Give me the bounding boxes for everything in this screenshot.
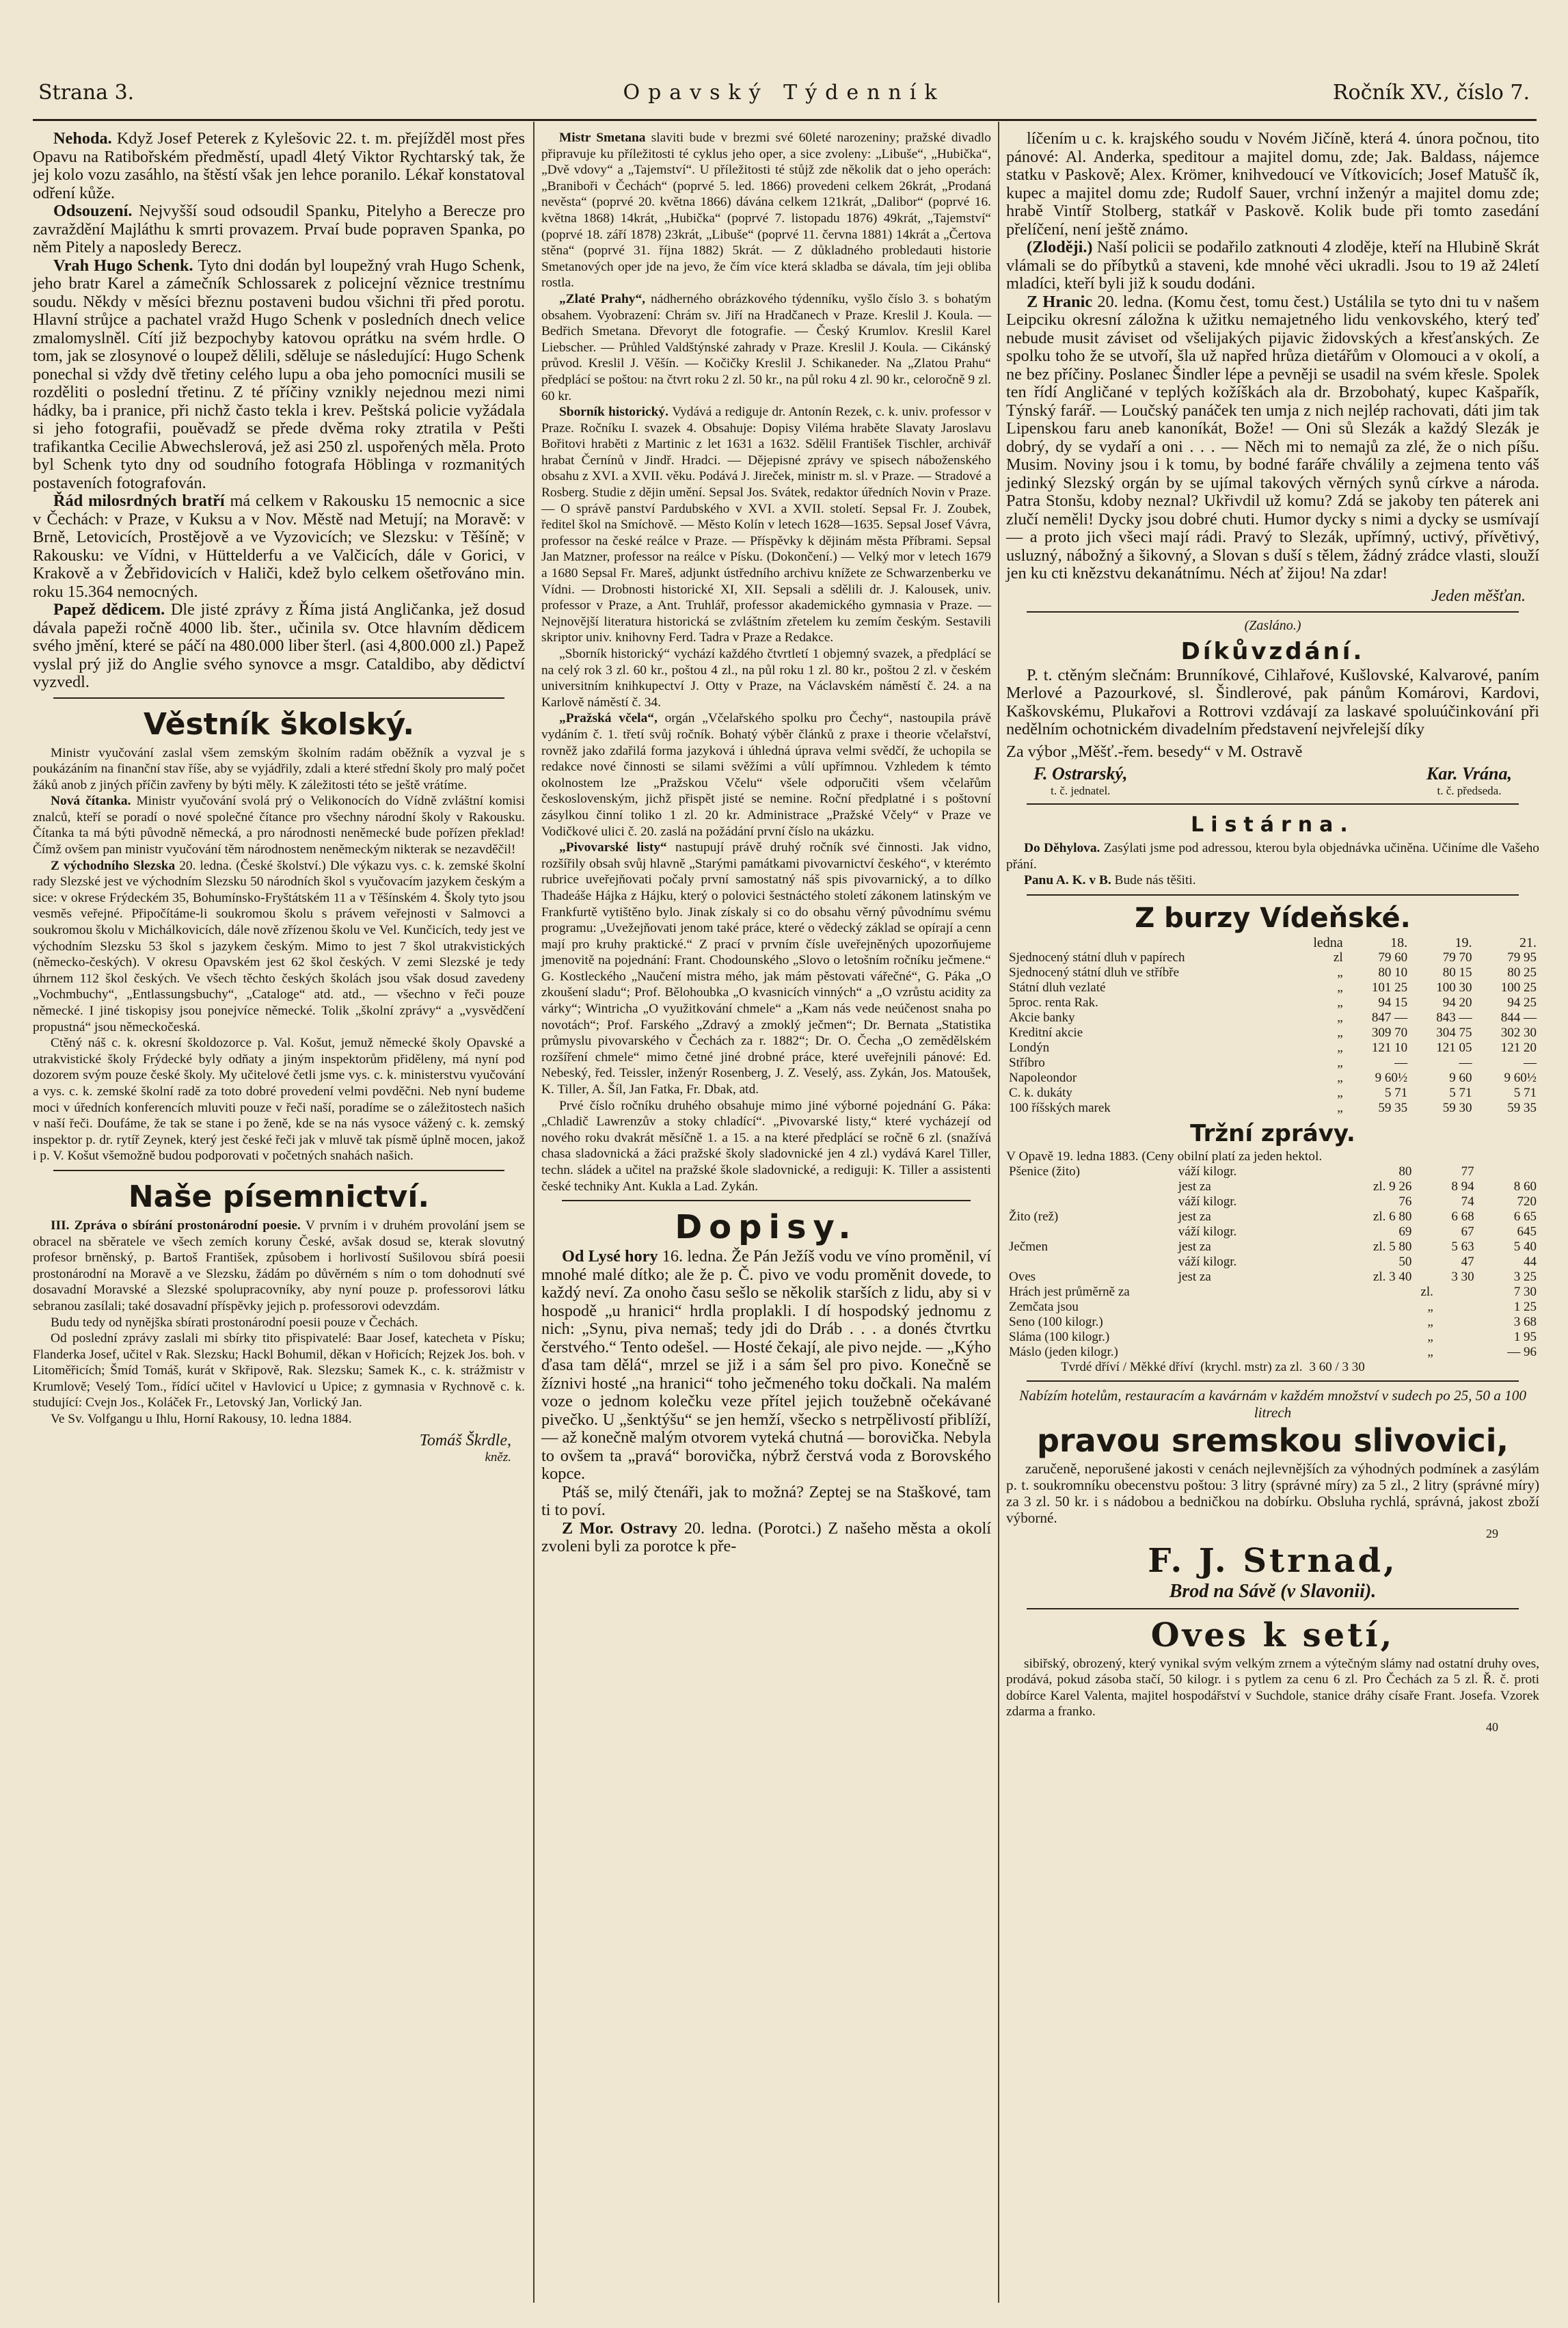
- table-cell: Pšenice (žito): [1009, 1164, 1080, 1179]
- drivi-label: Tvrdé dříví / Měkké dříví: [1061, 1360, 1194, 1375]
- table-row: [1006, 1101, 1539, 1116]
- article-lead: Vrah Hugo Schenk.: [53, 256, 198, 275]
- table-cell: 100 říšských marek: [1009, 1100, 1111, 1115]
- article-paragraph: [541, 1098, 991, 1195]
- article-lead: Sborník historický.: [559, 405, 673, 420]
- article-lead: Odsouzení.: [53, 202, 139, 220]
- article-text: slaviti bude v brezmi své 60leté narozeniny; pražské divadlo připravuje ku příležitosti té cyklus jeho oper, a sice zvoleny: „Libuše“, „Hubička“, „Dvě vdovy“ a „Tajemství“. U příležitosti té stůjž zde několik dat o jeho operách: „Braniboři v Čechách“ (poprvé 5. led. 1866) provedeni celkem 26krát, „Prodaná nevěsta“ (poprvé 20. května 1866) dávána celkem 121krát, „Dalibor“ (poprvé 16. května 1868) 14krát, „Hubička“ (poprvé 7. listopadu 1876) 49krát, „Tajemství“ (poprvé 18. září 1878) 23krát, „Libuše“ (poprvé 11. června 1881) 14krát a „Čertova stěna“ (poprvé 31. října 1882) 5krát. — Z důkladného probledauti historie Smetanových oper jde na jevo, že čím více která skladba se dávala, tím jeji obliba rostla.: [541, 131, 991, 291]
- table-cell: zl. 5 80: [1373, 1240, 1412, 1255]
- section-divider: [562, 1200, 971, 1201]
- table-row: [1006, 1086, 1539, 1101]
- article-paragraph: [33, 601, 525, 692]
- table-cell: 59 35: [1378, 1100, 1408, 1115]
- column-divider-1: [533, 122, 535, 2303]
- article-lead: Z Mor. Ostravy: [562, 1518, 684, 1538]
- table-cell: 843 —: [1436, 1010, 1472, 1025]
- table-cell: 100 25: [1500, 980, 1537, 995]
- article-paragraph: [541, 840, 991, 1098]
- table-cell: 1 95: [1513, 1330, 1537, 1345]
- article-lead: Do Děhylova.: [1024, 841, 1104, 855]
- article-paragraph: [33, 1411, 525, 1428]
- table-cell: „: [1337, 995, 1343, 1010]
- table-cell: „: [1427, 1345, 1433, 1360]
- page-header: [19, 81, 1549, 119]
- table-cell: 309 70: [1371, 1025, 1408, 1040]
- article-text: Nejvyšší soud odsoudil Spanku, Pitelyho a Berecze pro zavraždění Majláthu k smrti provazem. Prvaí bude popraven Spanka, po něm Pitely a naposledy Berecz.: [33, 202, 525, 256]
- table-cell: 74: [1461, 1194, 1474, 1209]
- table-cell: 304 75: [1436, 1025, 1472, 1040]
- table-row: [1006, 1315, 1539, 1330]
- table-cell: „: [1337, 1085, 1343, 1100]
- table-cell: 80 10: [1378, 965, 1408, 980]
- article-paragraph: [33, 130, 525, 202]
- table-cell: Státní dluh vezlaté: [1009, 980, 1106, 995]
- ad-number: 40: [1486, 1720, 1498, 1734]
- article-lead: „Pivovarské listy“: [559, 840, 676, 855]
- article-lead: Nová čítanka.: [51, 794, 137, 809]
- section-divider: [53, 1170, 504, 1171]
- table-cell: „: [1337, 980, 1343, 995]
- table-cell: 8 94: [1451, 1179, 1474, 1194]
- table-cell: 19.: [1455, 935, 1472, 950]
- table-cell: 76: [1398, 1194, 1412, 1209]
- article-text: nastupují právě druhý ročník své činnosti. Jak vidno, rozšířily obsah svůj hlavně „Starými památkami pivovarnictví českého“, v kterémto rubrice uveřejňovati počaly první samostatný náš spis pivovarnický, a to dílko Thadeáše Hájka z Hájku, který o polovici šestnáctého století zákonem latinským ve Frankfurtě vytištěno bylo. Jinak získaly si co do obsahu věrný původnímu svému programu: „Uvežejňovati jenom také práce, které o vědecký základ se opírají a cenn mají pro kruhy praktické.“ Z prací v prvním čísle uveřejněných upozorňujeme jmenovitě na pojednání: Frant. Chodounského „Slovo o letošním ročníku ječmene.“ G. Kostleckého „Naučení mistra mého, jak mám pěstovati vářečné“, G. Páka „O zkoušení sladu“; Prof. Bělohoubka „O kvasnicích vinných“ a „O vzrůstu acidity za várky“; Wintricha „O využitkování chmele“ a „Kam nás vede neúčenost snaha po novotách“; Prof. Farského „Zdravý a zmoklý ječmen“; Dr. Bernata „Statistika průmyslu pivovarského v Čechách za r. 1882“; Dr. O. Čecha „O zemědělském rozšíření chmele“ mimo četné jiné drobné práce, které uveřejnili pánové: Ed. Nebeský, řed. Teissler, inženýr Rosenberg, J. Z. Veselý, ass. Zykán, Jos. Matoušek, K. Tiller, A. Šíl, Jan Fatka, Fr. Dbak, atd.: [541, 840, 991, 1097]
- article-paragraph: [1006, 239, 1539, 293]
- table-cell: ledna: [1313, 935, 1343, 950]
- news-items: [33, 130, 525, 692]
- table-row: [1006, 1225, 1539, 1240]
- article-lead: Papež dědicem.: [53, 600, 171, 619]
- table-cell: jest za: [1178, 1209, 1211, 1225]
- table-row: [1006, 1179, 1539, 1194]
- article-text: Naší policii se podařilo zatknouti 4 zloděje, kteří na Hlubině Skrát vlámali se do příbytků a staveni, kde mnohé věci ukradli. Jsou to 19 až 24letí mladíci, kteří byli již k soudu dodáni.: [1006, 238, 1539, 293]
- table-cell: 645: [1517, 1225, 1537, 1240]
- table-cell: Londýn: [1009, 1040, 1050, 1055]
- table-cell: 1 25: [1513, 1300, 1537, 1315]
- table-cell: 9 60½: [1375, 1070, 1408, 1085]
- ad-oves-text: sibiřský, obrozený, který vynikal svým velkým zrnem a výtečným slámy nad ostatní druhy oves, prodává, pokud zásoba stačí, 50 kilogr. i s pytlem za cenu 6 zl. Pro Čechách za 5 zl. Ř. č. proti dobírce Karel Valenta, majitel hospodářství v Suchdole, stanice dráhy císaře Frant. Josefa. Vzorek zdarma a franko.: [1006, 1656, 1539, 1720]
- page-number: Strana 3.: [38, 81, 135, 105]
- table-row: [1006, 1011, 1539, 1026]
- table-cell: 7 30: [1513, 1285, 1537, 1300]
- table-cell: 69: [1398, 1225, 1412, 1240]
- article-text: Zasýlati jsme pod adressou, kterou byla objednávka učiněna. Učiníme dle Vašeho přání.: [1006, 841, 1539, 872]
- article-text: 16. ledna. Že Pán Ježíš vodu ve víno proměnil, ví mnohé malé dítko; ale že p. Č. pivo ve vodu proměnit dovede, to každý neví. Za onoho času sešlo se několik starších z lidu, aby si v hospodě „u hranici“ hrdla proplakli. I dí hospodský jednomu z nich: „Synu, piva nemaš; tedy jdi do Dráb . . . a donés čtvrtku čerstvého.“ Tento odešel. — Hosté čekají, ale pivo nejde. — „Kýho ďasa tam dělá“, mrzel se již i a sám šel pro pivo. Konečně se žíznivi hosté „na hranici“ toho ječmeného toku dočkali. Na malém voze o jednom kolečku veze přítel jejich toužebně očekávané pivečko. U „šenktýšu“ se jen hemží, všecko s netrpělivostí přiblíží, — až konečně malým otvorem vyteká chutná — borovička. Nebyla to ovšem ta „pravá“ borovička, nýbrž čerstvá voda z Borovského kopce.: [541, 1247, 991, 1484]
- article-paragraph: [541, 710, 991, 840]
- article-paragraph: [33, 492, 525, 601]
- article-signature: Jeden měšťan.: [1431, 587, 1526, 605]
- table-cell: 59 30: [1442, 1100, 1472, 1115]
- article-text: V prvním i v druhém provolání jsem se obracel na sběratele ve všech zemích koruny České, avšak dosud se, kterak slovutný profesor brněnský, p. Bartoš František, způsobem i horlivostí Sušilovou sbírá poesii prostonárodní na Moravě a ve Slezsku, žádám po důvěrném s ním o tom dohodnutí své dosavadní Moravské a Slezské spolupracovníky, aby nyní pouze p. professorovi látku sebranou zasílali; také dosavadní příspěvky jejich p. professorovi odevzdám.: [33, 1218, 525, 1313]
- article-text: Dle jisté zprávy z Říma jistá Angličanka, jež dosud dávala papeži ročně 4000 lib. šter., učinila sv. Otce hlavním dědicem svého jmění, které se páčí na 480.000 liber šterl. (asi 4,800.000 zl.) Papež vyslal prý již do Anglie svého synovce a msgr. Cataldibo, aby dědictví vyzvedl.: [33, 600, 525, 691]
- table-cell: Zemčata jsou: [1009, 1300, 1079, 1315]
- table-cell: Oves: [1009, 1270, 1036, 1285]
- pisemnictvi-articles: [33, 1218, 525, 1428]
- table-cell: 844 —: [1500, 1010, 1537, 1025]
- table-cell: zl. 3 40: [1373, 1270, 1412, 1285]
- signatory-role: t. č. jednatel.: [1051, 784, 1111, 797]
- article-lead: (Zloději.): [1027, 238, 1097, 256]
- article-paragraph: [33, 1035, 525, 1164]
- table-cell: „: [1427, 1330, 1433, 1345]
- section-title-listarna: Listárna.: [1191, 813, 1355, 837]
- table-cell: Sláma (100 kilogr.): [1009, 1330, 1110, 1345]
- section-divider: [1027, 611, 1519, 613]
- table-cell: [1006, 1194, 1176, 1209]
- article-text: Tyto dni dodán byl loupežný vrah Hugo Schenk, jeho bratr Karel a zámečník Schlossarek z policejní věznice trestnímu soudu. Někdy v měsíci březnu postaveni budou všichni tři před porotu. Hlavní strůjce a pachatel vražd Hugo Schenk v posledních dnech velice zmalomyslněl. Cítí již bezpochyby katovou oprátku na svém hrdle. O tom, jak se zlosynové o loupež dělili, sděluje se následující: Hugo Schenk ponechal si vždy dvě třetiny celého lupu a oba jeho pomocníci musili se rozděliti o poslední třetinu. Z té příčiny vznikly nejednou mezi nimi hádky, ba i pranice, při nichž často tekla i krev. Peštská policie vyžádala si jeho fotografii, pouěvadž se přede dvěma roky ztratila v Pešti trafikantka Cecilie Abwechslerová, jež asi 250 zl. uspořených měla. Proto byl Schenk tyto dny od soudního fotografa Höblinga v rozmanitých postaveních fotografován.: [33, 256, 525, 492]
- table-cell: 94 15: [1378, 995, 1408, 1010]
- article-paragraph: [541, 291, 991, 404]
- article-text: 20. ledna. (Komu čest, tomu čest.) Ustálila se tyto dni tu v našem Leipciku okresní záložna k užitku nemajetného lidu venkovského, který teď nebude musit záviset od všelijakých pijavic židovských a křesťanských. Ze spolku toho že se utvoří, šla už napřed hrůza dietářům v Olomouci a v okolí, a ne bez příčiny. Poslanec Šindler lépe a pevněji se usadil na svém křesle. Spolek ten řídí Angličané v teplých kožíškách ala dr. Brzobohatý, kupec Kašpařík, Týnský farář. — Loučský panáček ten umja z nich nejlép rachovati, dáti jim tak Lipenskou faru aneb kanoníkát, Bože! — Oni sů Slezák a každý Slezák je dobrý, dy se vydaří a oni . . . — Něch mi to nemajů za zlé, že o nich píšu. Musim. Noviny jsou i k tomu, by bodné faráře chválily a zejmena tento váš jedinký Slezský orgán by se ujímal takových věrných synů církve a národa. Patra Stonšu, kdoby neznal? Ukřivdil už komu? Zdá se jakoby ten páterek ani zlučí neměli! Dycky jsou dobré chuti. Humor dycky s nimi a dycky se usmívají — a proto jich všeci mají rádi. Pravý to Slezák, upřímný, uctivý, přívětivý, usluzný, nábožný a šikovný, a Slovan s duší s tělem, žádný zrádce vlasti, slouží jen ku cti knězstvu dekanátnímu. Néch ať žijou! Na zdar!: [1006, 292, 1540, 583]
- table-cell: 101 25: [1371, 980, 1408, 995]
- table-cell: 5 40: [1513, 1240, 1537, 1255]
- article-lead: Z Hranic: [1027, 292, 1098, 311]
- table-cell: zl. 9 26: [1373, 1179, 1412, 1194]
- ad-firm-place: Brod na Sávě (v Slavonii).: [1169, 1580, 1377, 1602]
- table-cell: 79 70: [1442, 950, 1472, 965]
- article-paragraph: [33, 1330, 525, 1411]
- table-cell: Akcie banky: [1009, 1010, 1075, 1025]
- ad-firm-name: F. J. Strnad,: [1148, 1541, 1398, 1580]
- trzni-intro: V Opavě 19. ledna 1883. (Ceny obilní platí za jeden hektol.: [1006, 1149, 1323, 1164]
- section-divider: [1027, 1608, 1519, 1609]
- table-cell: Seno (100 kilogr.): [1009, 1315, 1103, 1330]
- table-cell: [1006, 1179, 1176, 1194]
- table-cell: 121 05: [1436, 1040, 1472, 1055]
- table-cell: 121 20: [1500, 1040, 1537, 1055]
- article-paragraph: [33, 745, 525, 794]
- table-cell: 6 65: [1513, 1209, 1537, 1225]
- table-cell: —: [1524, 1055, 1537, 1070]
- article-paragraph: [1006, 872, 1539, 889]
- dikuvzdani-signatures: [1006, 761, 1539, 798]
- table-cell: 5 71: [1513, 1085, 1537, 1100]
- table-cell: váží kilogr.: [1178, 1164, 1237, 1179]
- article-paragraph: [541, 1248, 991, 1484]
- section-title-pisemnictvi: Naše písemnictví.: [128, 1179, 430, 1214]
- header-rule: [33, 119, 1537, 121]
- column-3: [1006, 130, 1539, 1735]
- article-text: „Sborník historický“ vychází každého čtvrtletí 1 objemný svazek, a předplácí se na celý rok 3 zl. 60 kr., poštou 4 zl., na půl roku 1 zl. 80 kr., poštou 2 zl. v českém universitním knihkupectví J. Otty v Praze, na Václavském náměstí č. 24. a na Karlově náměstí č. 34.: [541, 647, 991, 710]
- section-divider: [53, 697, 504, 699]
- table-row: [1006, 980, 1539, 995]
- article-lead: III. Zpráva o sbírání prostonárodní poesie.: [51, 1218, 306, 1233]
- signatory-name: Kar. Vrána,: [1426, 764, 1512, 784]
- table-cell: 18.: [1390, 935, 1408, 950]
- author-signature: Tomáš Škrdle,: [419, 1431, 511, 1449]
- table-cell: 5 71: [1449, 1085, 1472, 1100]
- table-cell: 121 10: [1371, 1040, 1408, 1055]
- table-cell: jest za: [1178, 1240, 1211, 1255]
- table-cell: 80 15: [1442, 965, 1472, 980]
- article-lead: Od Lysé hory: [562, 1247, 662, 1266]
- table-cell: „: [1337, 1100, 1343, 1115]
- masthead-title: Opavský Týdenník: [623, 81, 945, 105]
- table-row: [1006, 965, 1539, 980]
- drivi-unit: (krychl. mstr) za zl.: [1200, 1360, 1303, 1375]
- table-header-row: [1006, 935, 1539, 950]
- article-lead: Nehoda.: [53, 129, 117, 148]
- article-paragraph: [33, 202, 525, 257]
- table-row: [1006, 1026, 1539, 1041]
- table-row: [1006, 995, 1539, 1011]
- table-cell: — 96: [1507, 1345, 1537, 1360]
- article-paragraph: [33, 858, 525, 1036]
- table-cell: 847 —: [1371, 1010, 1408, 1025]
- table-cell: „: [1427, 1315, 1433, 1330]
- table-row: [1006, 1041, 1539, 1056]
- table-row: [1006, 1056, 1539, 1071]
- article-paragraph: [541, 404, 991, 646]
- ad-number: 29: [1486, 1526, 1498, 1540]
- article-paragraph: [1006, 840, 1539, 872]
- table-row: [1006, 1300, 1539, 1315]
- table-row: [1006, 1270, 1539, 1285]
- section-title-dikuvzdani: Díkůvzdání.: [1180, 637, 1365, 665]
- table-row: [1006, 1194, 1539, 1209]
- article-lead: Mistr Smetana: [559, 131, 651, 145]
- table-row: [1006, 1209, 1539, 1225]
- table-cell: 47: [1461, 1255, 1474, 1270]
- article-text: orgán „Včelařského spolku pro Čechy“, nastoupila právě vydáním č. 1. třetí svůj ročník. Bohatý výběr článků z praxe i theorie včelařství, rovněž jako zdařilá forma jazyková i úhledná úprava velmi svědčí, že uchopila se redakce nové činnosti se silami svěžími a vůlí upřímnou. Vzhledem k témto okolnostem lze „Pražskou Včelu“ všele odporučiti všem včelařům československým, jichž přispět jisté se nemine. Roční předplatné i s poštovní zásylkou činní toliko 1 zl. 20 kr. Administrace „Pražské Včely“ v Praze ve Vodičkové ulici č. 20. zaslá na požádání první číslo na ukázku.: [541, 711, 992, 839]
- article-text: Bude nás těšiti.: [1114, 873, 1196, 888]
- article-text: líčením u c. k. krajského soudu v Novém Jičíně, která 4. února počnou, tito pánové: Al. Anderka, speditour a majitel domu, zde; Jak. Baldass, nájemce statku v Paskově; Alex. Krömer, knihvedoucí ve Vítkovicích; Josef Matušč ík, kupec a majitel domu zde; Rudolf Sauer, vrchní inženýr a majitel domu zde; hrabě Vintíř Stolberg, statkář v Paskově. Kolik bude při tomto zasedání přelíčení, není ještě známo.: [1006, 129, 1539, 239]
- table-row: [1006, 1164, 1539, 1179]
- table-cell: zl: [1333, 950, 1343, 965]
- section-title-dopisy: Dopisy.: [675, 1208, 858, 1247]
- article-paragraph: [541, 646, 991, 710]
- column-divider-2: [998, 122, 999, 2303]
- article-text: Ministr vyučování zaslal všem zemským školním radám oběžník a vyzval je s poukázáním na finanční stav říše, aby se vyjádřily, zdali a které střední školy pro malý počet žáků anob z jiných příčin zavřeny by býti měly. K záležitosti této se ještě vrátíme.: [33, 745, 525, 792]
- table-cell: Hrách jest průměrně za: [1009, 1285, 1130, 1300]
- table-cell: 44: [1524, 1255, 1537, 1270]
- table-cell: Ječmen: [1009, 1240, 1048, 1255]
- regional-articles: [1006, 130, 1539, 583]
- dopisy-articles: [541, 1248, 991, 1556]
- article-text: Když Josef Peterek z Kylešovic 22. t. m. přejížděl most přes Opavu na Ratibořském předměstí, upadl 4letý Viktor Rychtarský tak, že jej kolo vozu zasáhlo, na štěstí však jen lehce poranilo. Lékař konstatoval odření kůže.: [33, 129, 525, 202]
- ad-slivovice-intro: Nabízím hotelům, restauracím a kavárnám v každém množství v sudech po 25, 50 a 100 litrech: [1019, 1387, 1526, 1421]
- signatory-name: F. Ostrarský,: [1033, 764, 1128, 784]
- article-paragraph: [541, 130, 991, 291]
- table-cell: 3 25: [1513, 1270, 1537, 1285]
- article-paragraph: [1006, 293, 1539, 583]
- article-paragraph: [541, 1484, 991, 1520]
- table-cell: 94 25: [1507, 995, 1537, 1010]
- culture-articles: [541, 130, 991, 1194]
- article-text: 20. ledna. (Porotci.) Z našeho města a okolí zvoleni byli za porotce k pře-: [541, 1518, 991, 1556]
- dikuvzdani-from: Za výbor „Měšť.-řem. besedy“ v M. Ostravě: [1006, 742, 1303, 761]
- table-cell: Napoleondor: [1009, 1070, 1077, 1085]
- trzni-table: [1006, 1164, 1539, 1285]
- table-cell: [1477, 1164, 1539, 1179]
- table-cell: 21.: [1519, 935, 1537, 950]
- section-title-burza: Z burzy Vídeňské.: [1135, 902, 1411, 934]
- table-cell: Sjednocený státní dluh ve stříbře: [1009, 965, 1180, 980]
- article-lead: „Pražská včela“,: [559, 711, 665, 726]
- table-cell: „: [1337, 1010, 1343, 1025]
- article-paragraph: [1006, 130, 1539, 239]
- table-cell: Stříbro: [1009, 1055, 1045, 1070]
- article-text: 20. ledna. (České školství.) Dle výkazu vys. c. k. zemské školní rady Slezské jest ve východním Slezsku 50 národních škol s vyučovacím jazykem českým a sice: v okrese Frýdeckém 35, Bohumínsko-Fryštátském 11 a v Těšínském 4. Školy tyto jsou vesměs veřejné. Připočítáme-li soukromou školu s právem veřejnosti v Salmovci a soukromou školu v Michálkovicích, dále nově zřízenou školu ve Vel. Kunčicích, tedy jest ve východním Slezsku 53 škol s jazykem českým. Mimo to jest 7 škol utrakvistických (německo-českých). V okresu Opavském jest 62 škol českých. V zemi Slezské je tedy úhrnem 112 škol českých. Ve všech těchto českých školách jsou však dosud zavedeny „Vochmbuchy“, „Entlassungsbuchy“, „Cataloge“ atd. atd., — všechno v řeči pouze německé. I jiné tiskopisy jsou ponejvíce německé. Tolik „školní zprávy“ a „vysvědčení propustná“ jsou německočeská.: [33, 858, 525, 1034]
- trzni-misc-table: [1006, 1285, 1539, 1360]
- table-cell: 8 60: [1513, 1179, 1537, 1194]
- table-row: [1006, 1071, 1539, 1086]
- table-cell: 79 95: [1507, 950, 1537, 965]
- section-divider: [1027, 1380, 1519, 1382]
- article-paragraph: [33, 793, 525, 857]
- column-1: [33, 130, 525, 1465]
- table-cell: Žito (rež): [1009, 1209, 1059, 1225]
- vestnik-articles: [33, 745, 525, 1164]
- table-cell: „: [1337, 1025, 1343, 1040]
- article-text: Ministr vyučování svolá prý o Velikonocích do Vídně zvláštní komisi znalců, kteří se poradí o nové společné čítance pro všechny národní školy v Rakousku. Čítanka ta má býti původně německá, a pro národnosti neněmecké bude pořízen překlad! Čímž ovšem pan ministr vyučování těm národnostem neněmeckým nikterak se nezavděčil!: [33, 794, 525, 857]
- burza-table: [1006, 935, 1539, 1116]
- article-text: Ve Sv. Volfgangu u Ihlu, Horní Rakousy, 10. ledna 1884.: [51, 1412, 352, 1427]
- drivi-row: [1006, 1360, 1539, 1375]
- table-cell: 94 20: [1442, 995, 1472, 1010]
- table-row: [1006, 1330, 1539, 1345]
- article-text: Ptáš se, milý čtenáři, jak to možná? Zeptej se na Staškové, tam ti to poví.: [541, 1482, 991, 1520]
- ad-oves-title: Oves k setí,: [1150, 1616, 1395, 1655]
- article-lead: „Zlaté Prahy“,: [559, 291, 651, 306]
- article-text: Budu tedy od nynějška sbírati prostonárodní poesii pouze v Čechách.: [51, 1315, 418, 1330]
- article-text: Prvé číslo ročníku druhého obsahuje mimo jiné výborné pojednání G. Páka: „Chladič Lawrenzův a stoky chladící“. „Pivovarské listy,“ které vycházejí od nového roku dvakrát měsíčně 1. a 15. a na které předplácí se ročně 6 zl. (snažívá chasa sladovnická a žáci pražské školy sladovnické jen 4 zl.) vydává Karel Tiller, techn. sládek a učitel na pražské škole sladovnické, a rediguji: K. Tiller a assistenti české techniky Ant. Kukla a Lad. Zykán.: [541, 1098, 991, 1194]
- ad-slivovice-title: pravou sremskou slivovici,: [1036, 1421, 1509, 1459]
- table-cell: 302 30: [1500, 1025, 1537, 1040]
- ad-slivovice-text: zaručeně, neporušené jakosti v cenách nejlevnějších za výhodných podmínek a zasýlám p. t. soukromníku obecenstvu poštou: 3 litry (správné míry) za 5 zl., 2 litry (správné míry) za 3 zl. 50 kr. i s nádobou a bedničkou na dobírku. Obsluha rychlá, správná, jakost zboží výborné.: [1006, 1460, 1539, 1527]
- table-row: [1006, 1240, 1539, 1255]
- article-paragraph: [33, 1218, 525, 1315]
- table-cell: 80: [1398, 1164, 1412, 1179]
- article-paragraph: [33, 257, 525, 493]
- table-cell: [1006, 1255, 1176, 1270]
- article-text: Od poslední zprávy zaslali mi sbírky tito přispivatelé: Baar Josef, katecheta v Písku; Flanderka Josef, učitel v Rak. Slezsku; Hackl Bohumil, děkan v Hořicích; Rejzek Jos. boh. v Litoměřicích; Šmíd Tomáš, kurát v Skřipově, Rak. Slezsku; Samek K., c. k. strážmistr v Krumlově; Veselý Tom., řídící učitel v Havlovicí u Upice; z gymnasia v Rychnově c. k. studující: Cvejn Jos., Koláček Fr., Letovský Jan, Vorlický Jan.: [33, 1331, 526, 1410]
- table-cell: [1006, 1225, 1176, 1240]
- article-paragraph: [541, 1520, 991, 1556]
- table-cell: váží kilogr.: [1178, 1194, 1237, 1209]
- table-cell: „: [1337, 1055, 1343, 1070]
- table-cell: 3 68: [1513, 1315, 1537, 1330]
- table-cell: 100 30: [1436, 980, 1472, 995]
- column-2: [541, 130, 991, 1556]
- drivi-values: 3 60 / 3 30: [1309, 1360, 1365, 1375]
- signature-block: [1033, 764, 1128, 798]
- table-row: [1006, 950, 1539, 965]
- section-divider: [1027, 803, 1519, 805]
- table-cell: Máslo (jeden kilogr.): [1009, 1345, 1118, 1360]
- table-cell: zl. 6 80: [1373, 1209, 1412, 1225]
- author-title: kněz.: [485, 1449, 511, 1464]
- table-row: [1006, 1255, 1539, 1270]
- table-row: [1006, 1285, 1539, 1300]
- table-cell: 50: [1398, 1255, 1412, 1270]
- issue-info: Ročník XV., číslo 7.: [1332, 81, 1530, 105]
- table-cell: 67: [1461, 1225, 1474, 1240]
- table-cell: C. k. dukáty: [1009, 1085, 1072, 1100]
- article-text: nádherného obrázkového týdenníku, vyšlo číslo 3. s bohatým obsahem. Vyobrazení: Chrám sv. Jiří na Hradčanech v Praze. Kreslil J. Koula. — Bedřich Smetana. Dřevoryt dle fotografie. — Český Krumlov. Kreslil Karel Liebscher. — Průhled Valdštýnské zahrady v Praze. Kreslil J. Koula. — Cikánský průvod. Kreslil J. Věšín. — Kočičky Kreslil J. Schikaneder. Na „Zlatou Prahu“ předplácí se poštou: na čtvrt roku 2 zl. 50 kr., na půl roku 4 zl. 90 kr., celoročně 9 zl. 60 kr.: [541, 291, 992, 403]
- table-cell: jest za: [1178, 1179, 1211, 1194]
- table-cell: „: [1337, 965, 1343, 980]
- article-text: má celkem v Rakousku 15 nemocnic a sice v Čechách: v Praze, v Kuksu a v Nov. Městě nad Metují; na Moravě: v Brně, Letovicích, Prostějově a ve Vyzovicích; ve Slezsku: v Těšíně; v Rakousku: ve Vídni, v Hüttelderfu a ve Valčicích, dále v Gorici, v Krakově a v Žebřidovicích v Haliči, kdež bylo celkem ošetřováno min. roku 15.364 nemocných.: [33, 492, 525, 601]
- table-cell: „: [1337, 1070, 1343, 1085]
- table-cell: 79 60: [1378, 950, 1408, 965]
- article-lead: Z východního Slezska: [51, 858, 180, 873]
- table-cell: —: [1394, 1055, 1408, 1070]
- section-title-trzni: Tržní zprávy.: [1190, 1119, 1355, 1147]
- table-cell: 720: [1517, 1194, 1537, 1209]
- table-cell: 9 60: [1449, 1070, 1472, 1085]
- table-cell: 9 60½: [1504, 1070, 1537, 1085]
- table-cell: jest za: [1178, 1270, 1211, 1285]
- dikuvzdani-text: P. t. ctěným slečnám: Brunníkové, Cihlařové, Kušlovské, Kalvarové, paním Merlové a Pazourkové, sl. Šindlerové, pak pánům Komárovi, Kardovi, Kaškovskému, Plukařovi a Rottrovi vzdávají za laskavé spoluúčinkování při nedělním ochotnickém divadelním představení nejvřelejší díky: [1006, 665, 1539, 738]
- table-cell: Kreditní akcie: [1009, 1025, 1083, 1040]
- table-cell: váží kilogr.: [1178, 1255, 1237, 1270]
- article-paragraph: [33, 1315, 525, 1331]
- section-divider: [1027, 894, 1519, 896]
- table-row: [1006, 1345, 1539, 1360]
- table-cell: 5proc. renta Rak.: [1009, 995, 1098, 1010]
- article-lead: Řád milosrdných bratří: [53, 492, 230, 510]
- listarna-items: [1006, 840, 1539, 889]
- section-title-vestnik: Věstník školský.: [143, 706, 415, 742]
- zaslano-label: (Zasláno.): [1244, 617, 1301, 633]
- table-cell: 6 68: [1451, 1209, 1474, 1225]
- table-cell: váží kilogr.: [1178, 1225, 1237, 1240]
- article-lead: Panu A. K. v B.: [1024, 873, 1115, 888]
- signature-block: [1427, 764, 1512, 798]
- table-cell: —: [1459, 1055, 1472, 1070]
- signatory-role: t. č. předseda.: [1437, 784, 1502, 797]
- table-cell: 5 63: [1451, 1240, 1474, 1255]
- article-text: Vydává a rediguje dr. Antonín Rezek, c. k. univ. professor v Praze. Ročníku I. svazek 4. Obsahuje: Dopisy Viléma hraběte Slavaty Jaroslavu Bořitovi hraběti z Martinic z let 1631 a 1632. Sdělil František Tischler, archivář hrabat Černínů v Jindř. Hradci. — Dějepisné zprávy ve spisech náboženského obsahu z XVI. a XVII. věku. Podává J. Jireček, ministr m. sl. v Praze. — Stradové a Rosberg. Studie z dějin umění. Sepsal Jos. Svátek, redaktor úředních Novin v Praze. — O správě panství Pardubského v XVI. a XVII. století. Sepsal Fr. J. Zoubek, ředitel škol na Smíchově. — Město Kolín v letech 1628—1635. Sepsal Josef Vávra, professor na české reálce v Praze. — Příspěvky k dějinám města Příbrami. Sepsal Jan Matzner, professor na reálce v Písku. (Dokončení.) — Velký mor v letech 1679 a 1680 Sepsal Fr. Mareš, adjunkt ústředního archivu knížete ze Schwarzenberku ve Vídni. — Drobnosti historické XI, XII. Sepsali a sdělili dr. J. Kalousek, univ. professor v Praze, a Ant. Truhlář, professor akademického gymnasia v Praze. — Nejnovější literatura historická se zvláštním zřetelem ku zemím českým. Sestavili skriptor univ. knihovny Ferd. Tadra v Praze a Redakce.: [541, 405, 991, 645]
- table-cell: 5 71: [1384, 1085, 1408, 1100]
- table-cell: 77: [1461, 1164, 1474, 1179]
- table-cell: 80 25: [1507, 965, 1537, 980]
- table-cell: Sjednocený státní dluh v papírech: [1009, 950, 1185, 965]
- table-cell: „: [1337, 1040, 1343, 1055]
- table-cell: [1006, 935, 1290, 950]
- table-cell: „: [1427, 1300, 1433, 1315]
- table-cell: 59 35: [1507, 1100, 1537, 1115]
- table-cell: zl.: [1420, 1285, 1433, 1300]
- table-cell: 3 30: [1451, 1270, 1474, 1285]
- article-text: Ctěný náš c. k. okresní školdozorce p. Val. Košut, jemuž německé školy Opavské a utrakvistické školy Frýdecké byly odňaty a jiným inspektorům přiděleny, má nyní pod dozorem svým pouze české školy. My učitelové četli jsme vys. c. k. ministerstvu vyučování a vys. c. k. zemské školní radě za toto dobré provedení velmi povděčni. Neb nyní budeme moci v úředních konferencích mluviti pouze v řeči naší, poradíme se o záležitostech našich v naší řeči. Doufáme, že tak se stane i po ženě, kde se na nás vysoce vážený c. k. zemský inspektor p. dr. rytíř Zeynek, který jest české řeči jak v mluvě tak písmě úplně mocen, jakož i p. V. Košut všemožně budou podporovati v početných snahách našich.: [33, 1036, 525, 1164]
